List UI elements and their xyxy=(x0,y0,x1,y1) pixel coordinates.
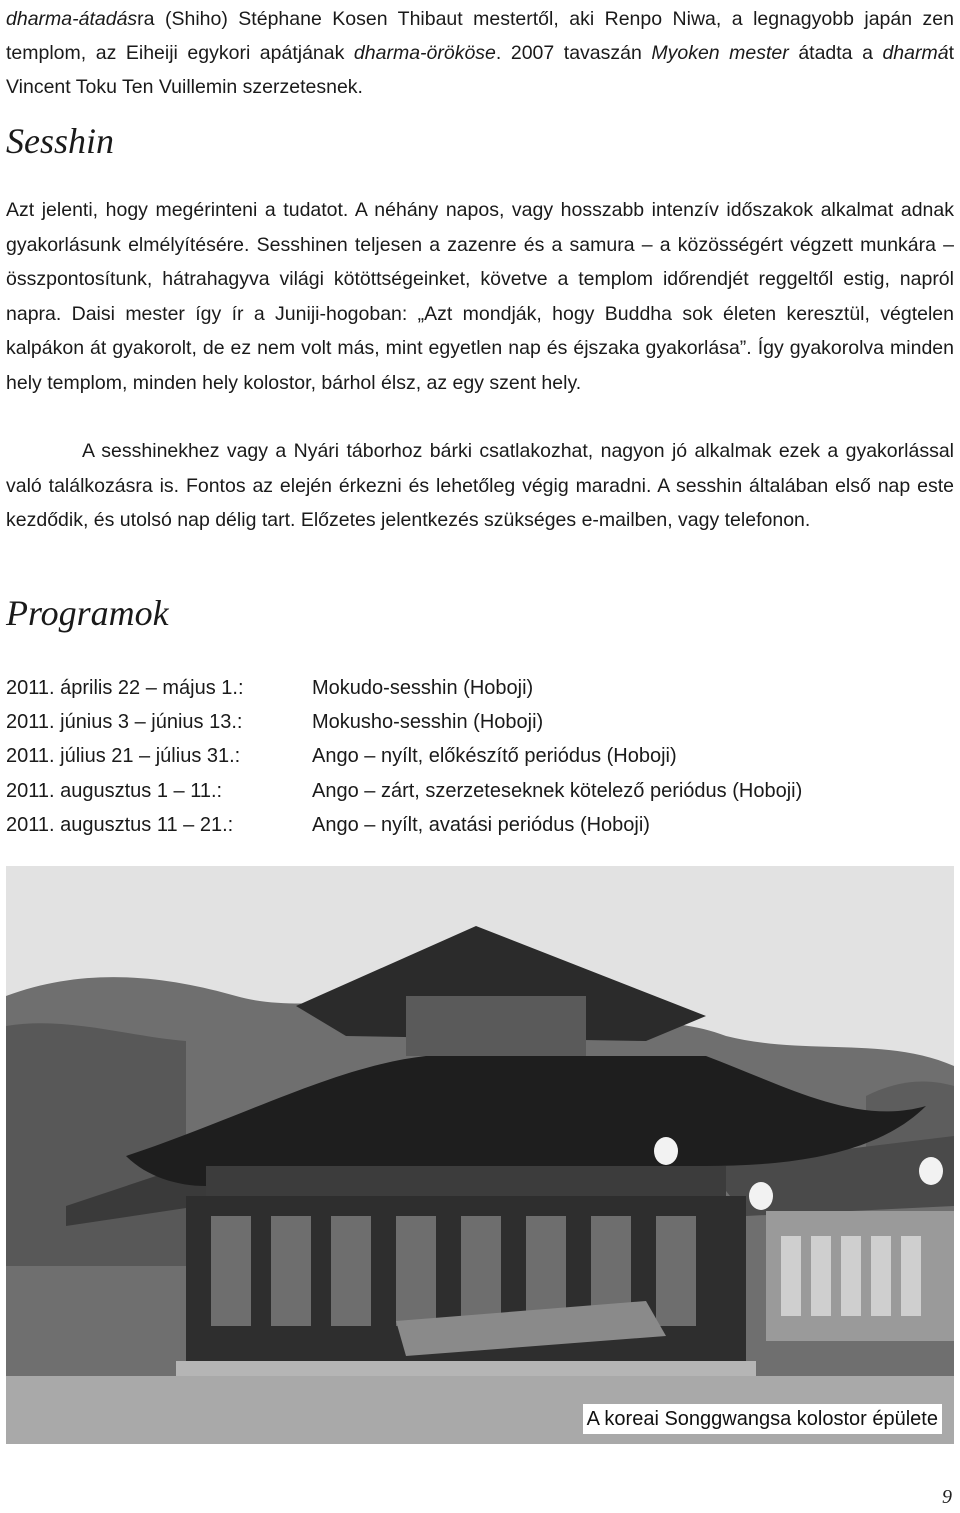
schedule-row xyxy=(6,671,954,705)
schedule-date: 2011. július 21 – július 31.: xyxy=(6,745,241,768)
program-schedule xyxy=(6,671,954,842)
schedule-row xyxy=(6,705,954,739)
section-heading-programok: Programok xyxy=(6,593,169,633)
page-number: 9 xyxy=(942,1486,952,1508)
schedule-date: 2011. augusztus 11 – 21.: xyxy=(6,813,234,836)
schedule-row xyxy=(6,808,954,842)
photo-caption: A koreai Songgwangsa kolostor épülete xyxy=(583,1404,942,1434)
schedule-row xyxy=(6,739,954,773)
intro-paragraph xyxy=(6,2,954,104)
intro-term-dharma-orokose: dharma-örököse xyxy=(353,42,496,64)
schedule-date: 2011. augusztus 1 – 11.: xyxy=(6,779,223,802)
temple-photo xyxy=(6,866,954,1444)
intro-text-1: ra (Shiho) Stéphane Kosen Thibaut mestertől, aki Renpo Niwa, a legnagyobb japán zen templom, az Eiheiji egykori apátjának xyxy=(6,8,954,64)
intro-text-4: t Vincent Toku Ten Vuillemin szerzetesnek. xyxy=(6,42,954,98)
intro-term-myoken: Myoken mester xyxy=(651,42,789,64)
schedule-event: Mokusho-sesshin (Hoboji) xyxy=(312,711,544,734)
section-heading-sesshin: Sesshin xyxy=(6,121,114,161)
intro-term-dharma-atadas: dharma-átadás xyxy=(6,8,138,30)
schedule-event: Ango – nyílt, avatási periódus (Hoboji) xyxy=(312,813,650,836)
schedule-event: Mokudo-sesshin (Hoboji) xyxy=(312,677,534,699)
intro-text-3: átadta a xyxy=(788,42,883,64)
schedule-date: 2011. június 3 – június 13.: xyxy=(6,711,243,734)
intro-term-dharma: dharmá xyxy=(882,42,949,64)
sesshin-paragraph-1: Azt jelenti, hogy megérinteni a tudatot. A néhány napos, vagy hosszabb intenzív időszakok alkalmat adnak gyakorlásunk elmélyítésére. Sesshinen teljesen a zazenre és a samura – a közösségért végzett munkára – összpontosítunk, hátrahagyva világi kötöttségeinket, követve a templom időrendjét reggeltől estig, napról napra. Daisi mester így ír a Juniji-hogoban: „Azt mondják, hogy Buddha sok életen keresztül, végtelen kalpákon át gyakorolt, de ez nem volt más, mint egyetlen nap és éjszaka gyakorlása”. Így gyakorolva minden hely templom, minden hely kolostor, bárhol élsz, az egy szent hely. xyxy=(6,199,954,394)
schedule-date: 2011. április 22 – május 1.: xyxy=(6,677,244,699)
temple-illustration xyxy=(6,866,954,1444)
intro-text-2: . 2007 tavaszán xyxy=(495,42,652,64)
schedule-event: Ango – nyílt, előkészítő periódus (Hoboji) xyxy=(312,745,677,768)
sesshin-paragraph-2: A sesshinekhez vagy a Nyári táborhoz bárki csatlakozhat, nagyon jó alkalmak ezek a gyakorlással való találkozásra is. Fontos az elején érkezni és lehetőleg végig maradni. A sesshin általában első nap este kezdődik, és utolsó nap délig tart. Előzetes jelentkezés szükséges e-mailben, vagy telefonon. xyxy=(6,440,954,531)
schedule-row xyxy=(6,774,954,808)
schedule-event: Ango – zárt, szerzeteseknek kötelező periódus (Hoboji) xyxy=(312,779,803,802)
